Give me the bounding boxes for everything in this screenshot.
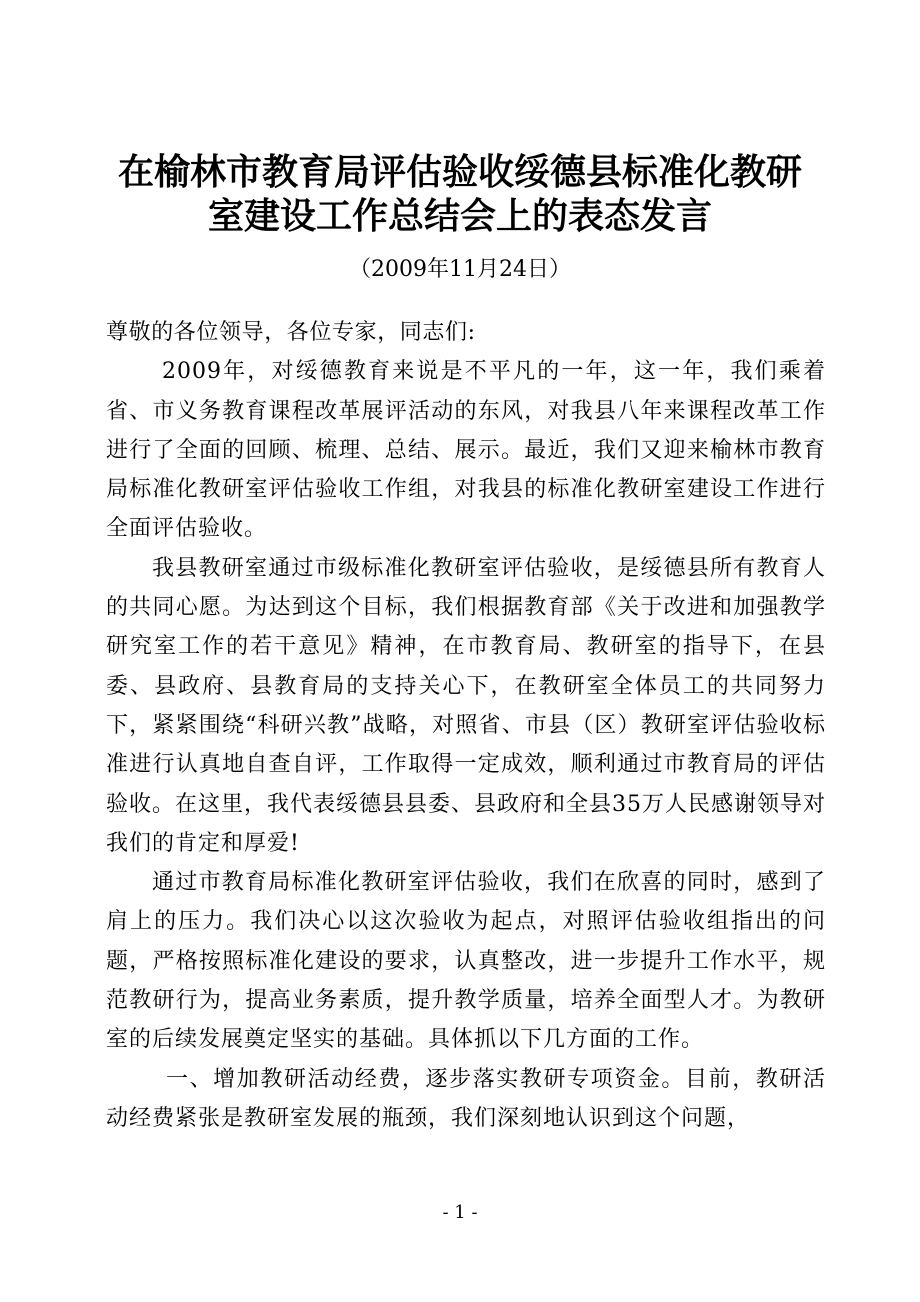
speech-date: （2009年11月24日） [349,257,571,282]
page-number: - 1 - [442,1202,478,1223]
paragraph-1: 2009年，对绥德教育来说是不平凡的一年，这一年，我们乘着省、市义务教育课程改革展评活动的东风，对我县八年来课程改革工作进行了全面的回顾、梳理、总结、展示。最近，我们又迎来榆林市教育局标准化教研室评估验收工作组，对我县的标准化教研室建设工作进行全面评估验收。 [106,359,826,542]
paragraph-4: 一、增加教研活动经费，逐步落实教研专项资金。目前，教研活动经费紧张是教研室发展的瓶颈，我们深刻地认识到这个问题， [106,1066,826,1131]
paragraph-2: 我县教研室通过市级标准化教研室评估验收，是绥德县所有教育人的共同心愿。为达到这个目标，我们根据教育部《关于改进和加强教学研究室工作的若干意见》精神，在市教育局、教研室的指导下，在县委、县政府、县教育局的支持关心下，在教研室全体员工的共同努力下，紧紧围绕“科研兴教”战略，对照省、市县（区）教研室评估验收标准进行认真地自查自评，工作取得一定成效，顺利通过市教育局的评估验收。在这里，我代表绥德县县委、县政府和全县35万人民感谢领导对我们的肯定和厚爱! [106,555,826,856]
salutation: 尊敬的各位领导，各位专家，同志们: [106,320,476,345]
document-title-line-1: 在榆林市教育局评估验收绥德县标准化教研 [117,152,802,193]
paragraph-3: 通过市教育局标准化教研室评估验收，我们在欣喜的同时，感到了肩上的压力。我们决心以这次验收为起点，对照评估验收组指出的问题，严格按照标准化建设的要求，认真整改，进一步提升工作水平，规范教研行为，提高业务素质，提升教学质量，培养全面型人才。为教研室的后续发展奠定坚实的基础。具体抓以下几方面的工作。 [106,870,826,1053]
document-body [106,313,826,1138]
document-title-line-2: 室建设工作总结会上的表态发言 [207,196,712,237]
